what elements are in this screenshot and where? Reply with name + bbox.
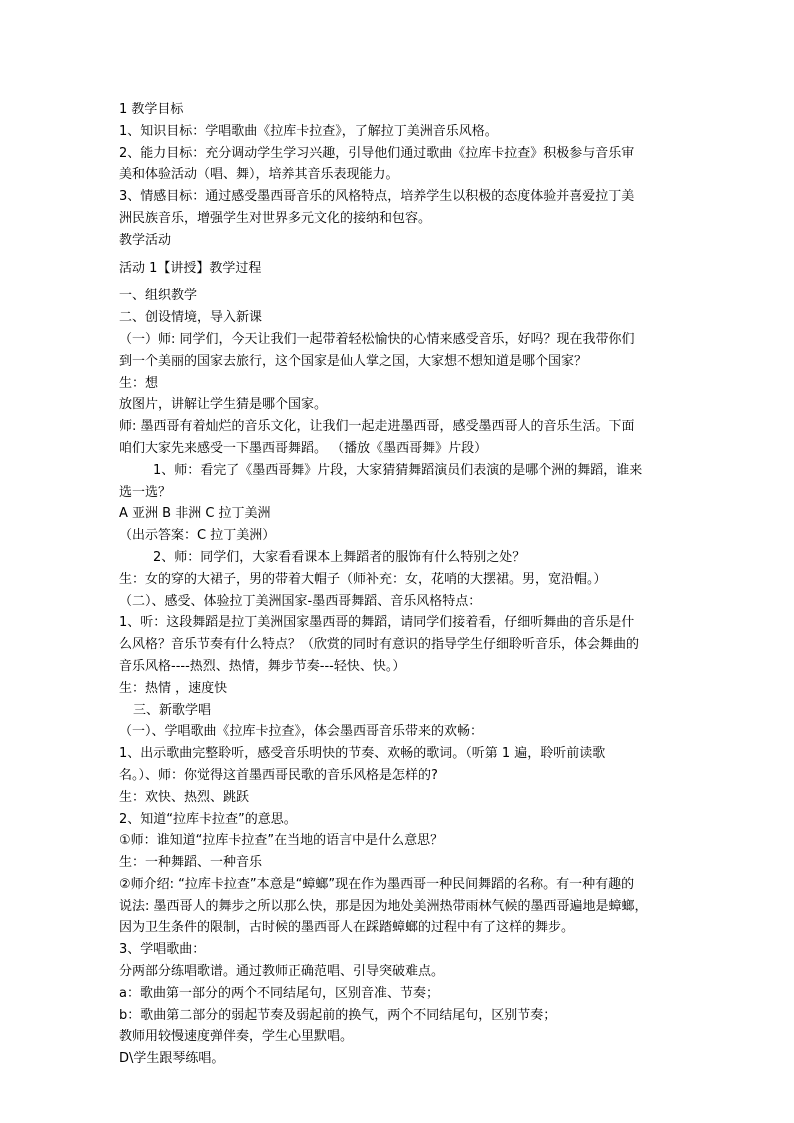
- section-organize: 一、组织教学: [119, 288, 198, 304]
- paragraph-line: 1、听：这段舞蹈是拉丁美洲国家墨西哥的舞蹈，请同学们接着看，仔细听舞曲的音乐是什: [119, 615, 635, 631]
- paragraph-line: a：歌曲第一部分的两个不同结尾句，区别音准、节奏；: [119, 985, 439, 1001]
- goal-knowledge: 1、知识目标：学唱歌曲《拉库卡拉查》，了解拉丁美洲音乐风格。: [119, 123, 498, 139]
- goal-emotion-cont: 洲民族音乐，增强学生对世界多元文化的接纳和包容。: [119, 210, 432, 226]
- paragraph-line: 说法: 墨西哥人的舞步之所以那么快，那是因为地处美洲热带雨林气候的墨西哥遍地是蟑螂，: [119, 898, 648, 914]
- paragraph-line: （二）、感受、体验拉丁美洲国家-墨西哥舞蹈、音乐风格特点：: [119, 593, 482, 609]
- paragraph-line: ①师：谁知道“拉库卡拉查”在当地的语言中是什么意思？: [119, 833, 444, 849]
- paragraph-line: 分两部分练唱歌谱。通过教师正确范唱、引导突破难点。: [119, 964, 445, 980]
- heading-teaching-goals: 1 教学目标: [119, 102, 184, 117]
- document-body: [119, 99, 679, 1070]
- paragraph-line: 生：一种舞蹈、一种音乐: [119, 855, 263, 871]
- goal-ability-cont: 美和体验活动（唱、舞），培养其音乐表现能力。: [119, 167, 399, 183]
- paragraph-line: 选一选？: [119, 484, 172, 500]
- paragraph-line: （一）、学唱歌曲《拉库卡拉查》，体会墨西哥音乐带来的欢畅：: [119, 724, 484, 740]
- paragraph-line: 2、师：同学们，大家看看课本上舞蹈者的服饰有什么特别之处？: [153, 549, 526, 565]
- paragraph-line: 咱们大家先来感受一下墨西哥舞蹈。 （播放《墨西哥舞》片段）: [119, 440, 488, 456]
- goal-ability: 2、能力目标：充分调动学生学习兴趣，引导他们通过歌曲《拉库卡拉查》积极参与音乐审: [119, 145, 635, 161]
- paragraph-line: b：歌曲第二部分的弱起节奏及弱起前的换气，两个不同结尾句，区别节奏；: [119, 1007, 557, 1023]
- paragraph-line: 放图片，讲解让学生猜是哪个国家。: [119, 397, 328, 413]
- paragraph-line: 1、出示歌曲完整聆听，感受音乐明快的节奏、欢畅的歌词。（听第 1 遍，聆听前读歌: [119, 746, 606, 762]
- paragraph-line: 生：女的穿的大裙子，男的带着大帽子（师补充：女，花哨的大摆裙。男，宽沿帽。）: [119, 571, 607, 587]
- paragraph-line: 生：欢快、热烈、跳跃: [119, 789, 250, 805]
- paragraph-line: 2、知道“拉库卡拉查”的意思。: [119, 811, 297, 827]
- paragraph-line: 3、学唱歌曲：: [119, 942, 206, 958]
- paragraph-line: 1、师：看完了《墨西哥舞》片段，大家猜猜舞蹈演员们表演的是哪个洲的舞蹈，谁来: [153, 462, 643, 478]
- paragraph-line: D\学生跟琴练唱。: [119, 1051, 225, 1067]
- paragraph-line: 生：想: [119, 375, 159, 391]
- heading-teaching-activities: 教学活动: [119, 232, 172, 248]
- paragraph-line: 生：热情 ，速度快: [119, 680, 228, 696]
- paragraph-line: 因为卫生条件的限制，古时候的墨西哥人在踩踏蟑螂的过程中有了这样的舞步。: [119, 920, 575, 936]
- answer-line: （出示答案：C 拉丁美洲）: [119, 528, 276, 544]
- goal-emotion: 3、情感目标：通过感受墨西哥音乐的风格特点，培养学生以积极的态度体验并喜爱拉丁美: [119, 189, 635, 205]
- paragraph-line: 教师用较慢速度弹伴奏，学生心里默唱。: [119, 1029, 354, 1045]
- section-create-scene: 二、创设情境，导入新课: [119, 310, 263, 326]
- paragraph-line: ②师介绍: “拉库卡拉查”本意是“蟑螂”现在作为墨西哥一种民间舞蹈的名称。有一种有趣的: [119, 876, 635, 892]
- paragraph-line: 到一个美丽的国家去旅行，这个国家是仙人掌之国，大家想不想知道是哪个国家？: [119, 353, 588, 369]
- paragraph-line: 音乐风格----热烈、热情，舞步节奏---轻快、快。）: [119, 658, 406, 674]
- paragraph-line: 师: 墨西哥有着灿烂的音乐文化，让我们一起走进墨西哥，感受墨西哥人的音乐生活。下面: [119, 419, 635, 435]
- choice-options: A 亚洲 B 非洲 C 拉丁美洲: [119, 506, 271, 522]
- section-new-song: 三、新歌学唱: [133, 702, 212, 718]
- paragraph-line: 名。）、师：你觉得这首墨西哥民歌的音乐风格是怎样的?: [119, 767, 438, 783]
- paragraph-line: （一）师: 同学们，今天让我们一起带着轻松愉快的心情来感受音乐，好吗？现在我带你们: [119, 331, 635, 347]
- paragraph-line: 么风格？音乐节奏有什么特点？（欣赏的同时有意识的指导学生仔细聆听音乐，体会舞曲的: [119, 637, 640, 653]
- heading-activity-1: 活动 1【讲授】教学过程: [119, 260, 262, 276]
